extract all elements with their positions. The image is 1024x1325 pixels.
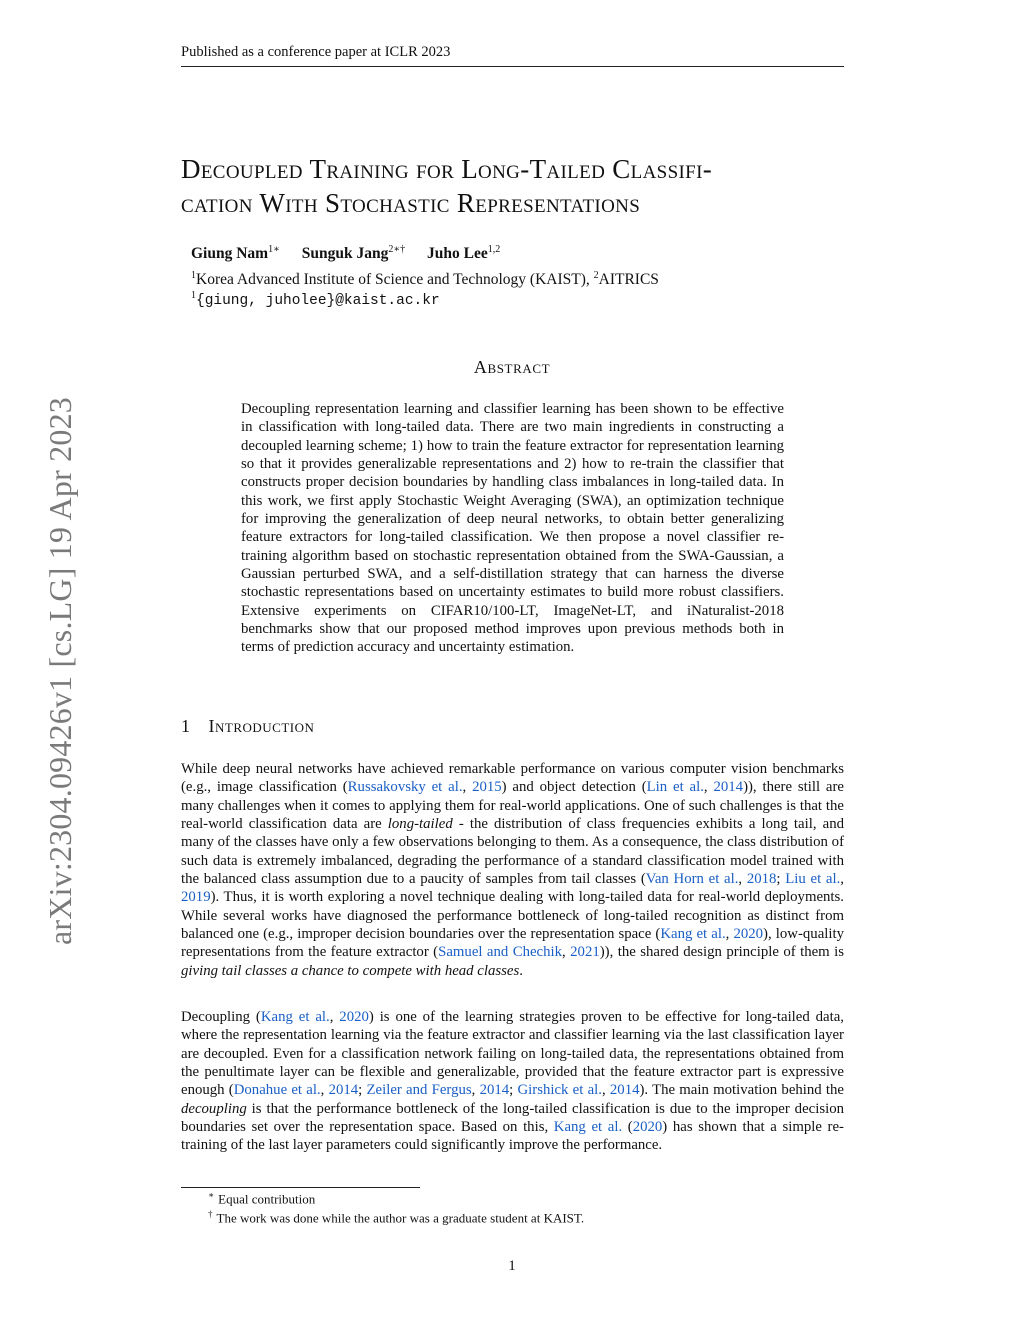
affil-text: Korea Advanced Institute of Science and Technology (KAIST), — [196, 271, 594, 289]
author — [427, 245, 500, 262]
citation-link[interactable]: Girshick et al. — [517, 1082, 602, 1099]
text-run: , — [462, 779, 473, 796]
citation-link[interactable]: 2021 — [570, 944, 600, 961]
citation-link[interactable]: 2018 — [746, 871, 777, 888]
text-run: , — [320, 1082, 329, 1099]
affiliation — [191, 270, 659, 289]
text-run: , — [725, 926, 734, 943]
email-sup: 1 — [191, 290, 196, 301]
section-number: 1 — [181, 716, 191, 736]
text-run: , — [703, 779, 714, 796]
text-run: )), the shared design principle of them is — [599, 944, 844, 961]
text-run: is that the performance bottleneck of the long-tailed classification is due to the improper decision boundaries set over the representation space. Based on this, — [181, 1100, 844, 1136]
affil-sup: 2 — [593, 270, 599, 281]
affil-text: AITRICS — [598, 271, 659, 289]
email-text[interactable]: {giung, juholee}@kaist.ac.kr — [196, 293, 440, 310]
citation-link[interactable]: Kang et al. — [660, 926, 726, 943]
citation-link[interactable]: Lin et al. — [646, 779, 704, 796]
emphasis: long-tailed — [387, 816, 453, 833]
footnote-mark: † — [208, 1209, 213, 1219]
emphasis: giving tail classes a chance to compete with head classes — [181, 962, 520, 979]
citation-link[interactable]: Donahue et al. — [233, 1082, 321, 1099]
footnote-text: Equal contribution — [218, 1191, 316, 1207]
citation-link[interactable]: Samuel and Chechik — [438, 944, 563, 961]
author-name: Giung Nam — [191, 245, 269, 263]
abstract-body: Decoupling representation learning and classifier learning has been shown to be effective in classification with long-tailed data. There are two main ingredients in constructing a decoupled learning scheme; 1) how to train the feature extractor for representation learning so that it provides generalizable representations and 2) how to re-train the classifier that constructs proper decision boundaries by handling class imbalances in long-tailed data. In this work, we first apply Stochastic Weight Averaging (SWA), an optimization technique for improving the generalization of deep neural networks, to obtain better generalizing feature extractors for long-tailed classification. We then propose a novel classifier re-training algorithm based on stochastic representation obtained from the SWA-Gaussian, a Gaussian perturbed SWA, and a self-distillation strategy that can harness the diverse stochastic representations based on uncertainty estimates to build more robust classifiers. Extensive experiments on CIFAR10/100-LT, ImageNet-LT, and iNaturalist-2018 benchmarks show that our proposed method improves upon previous methods both in terms of prediction accuracy and uncertainty estimation. — [241, 401, 784, 656]
running-header: Published as a conference paper at ICLR 2023 — [181, 44, 451, 60]
author-emails — [191, 290, 440, 309]
citation-link[interactable]: 2015 — [472, 779, 502, 796]
text-run: ; — [358, 1082, 367, 1099]
citation-link[interactable]: 2014 — [713, 779, 744, 796]
citation-link[interactable]: Kang et al. — [553, 1119, 623, 1136]
citation-link[interactable]: Kang et al. — [260, 1009, 330, 1025]
text-run: ) and object detection ( — [501, 779, 647, 796]
text-run: ) is one of the learning strategies proven to be effective for long-tailed data, where the representation learning via the feature extractor and classifier learning via the last classification layer are decoupled. Even for a classification network failing on long-tailed data, the representations obtained from the penultimate layer can be flexible and generalizable, provided that the feature extractor part is expressive enough ( — [181, 1009, 844, 1099]
author-sup: 1∗ — [268, 244, 280, 255]
text-run: , — [471, 1082, 480, 1099]
author-name: Juho Lee — [427, 245, 488, 263]
citation-link[interactable]: 2014 — [609, 1082, 640, 1099]
text-run: ), low-quality representations from the feature extractor ( — [181, 926, 844, 961]
title-line-1: Decoupled Training for Long-Tailed Classifi- — [181, 154, 713, 184]
intro-paragraph-1 — [181, 760, 844, 980]
citation-link[interactable]: Van Horn et al. — [645, 871, 739, 888]
paper-title — [181, 152, 861, 220]
section-title: Introduction — [208, 716, 315, 736]
footnote-text: The work was done while the author was a graduate student at KAIST. — [216, 1210, 585, 1226]
emphasis: decoupling — [181, 1100, 247, 1117]
text-run: ) has shown that a simple re-training of the last layer parameters could significantly improve the performance. — [181, 1119, 844, 1154]
footnote-equal-contribution — [208, 1190, 315, 1207]
citation-link[interactable]: Russakovsky et al. — [347, 779, 463, 796]
text-run: ; — [509, 1082, 518, 1099]
text-run: , — [562, 944, 571, 961]
citation-link[interactable]: 2020 — [339, 1009, 369, 1025]
header-rule — [181, 66, 844, 67]
text-run: , — [601, 1082, 610, 1099]
text-run: )), there still are many challenges when it comes to applying them for real-world applications. One of such challenges is that the real-world classification data are — [181, 779, 844, 833]
text-run: Decoupling ( — [181, 1009, 261, 1025]
citation-link[interactable]: 2014 — [328, 1082, 359, 1099]
affil-sup: 1 — [191, 270, 196, 281]
citation-link[interactable]: 2019 — [181, 889, 211, 906]
author-sup: 2∗† — [388, 244, 406, 255]
author — [302, 245, 405, 262]
author-sup: 1,2 — [487, 244, 501, 255]
abstract-heading: Abstract — [473, 357, 551, 377]
text-run: ). Thus, it is worth exploring a novel technique dealing with long-tailed data for real-world deployments. While several works have diagnosed the performance bottleneck of long-tailed recognition as distinct from balanced one (e.g., improper decision boundaries over the representation space ( — [181, 889, 844, 943]
text-run: While deep neural networks have achieved remarkable performance on various computer vision benchmarks (e.g., image classification ( — [181, 761, 844, 796]
section-heading-introduction — [181, 716, 314, 737]
intro-paragraph-2 — [181, 1008, 844, 1155]
citation-link[interactable]: 2020 — [733, 926, 764, 943]
author-list — [191, 244, 518, 263]
citation-link[interactable]: 2014 — [479, 1082, 510, 1099]
citation-link[interactable]: 2020 — [632, 1119, 663, 1136]
title-line-2: cation With Stochastic Representations — [181, 188, 641, 218]
page-number: 1 — [508, 1258, 516, 1274]
arxiv-identifier: arXiv:2304.09426v1 [cs.LG] 19 Apr 2023 — [42, 397, 78, 945]
text-run: , — [840, 871, 844, 888]
author-name: Sunguk Jang — [301, 245, 389, 263]
footnote-kaist-note — [208, 1209, 584, 1226]
text-run: ; — [776, 871, 786, 888]
text-run: ). The main motivation behind the — [639, 1082, 845, 1099]
author — [191, 245, 280, 262]
text-run: - the distribution of class frequencies exhibits a long tail, and many of the classes have only a few observations belonging to them. As a consequence, the class distribution of such data is extremely imbalanced, degrading the performance of a standard classification model trained with the balanced class assumption due to a paucity of samples from tail classes ( — [181, 816, 844, 888]
text-run: , — [329, 1009, 340, 1025]
citation-link[interactable]: Zeiler and Fergus — [366, 1082, 472, 1099]
text-run: ( — [622, 1119, 633, 1136]
footnote-rule — [181, 1187, 420, 1188]
text-run: . — [519, 962, 523, 979]
citation-link[interactable]: Liu et al. — [785, 871, 841, 888]
text-run: , — [738, 871, 747, 888]
footnote-mark: ∗ — [208, 1190, 215, 1200]
